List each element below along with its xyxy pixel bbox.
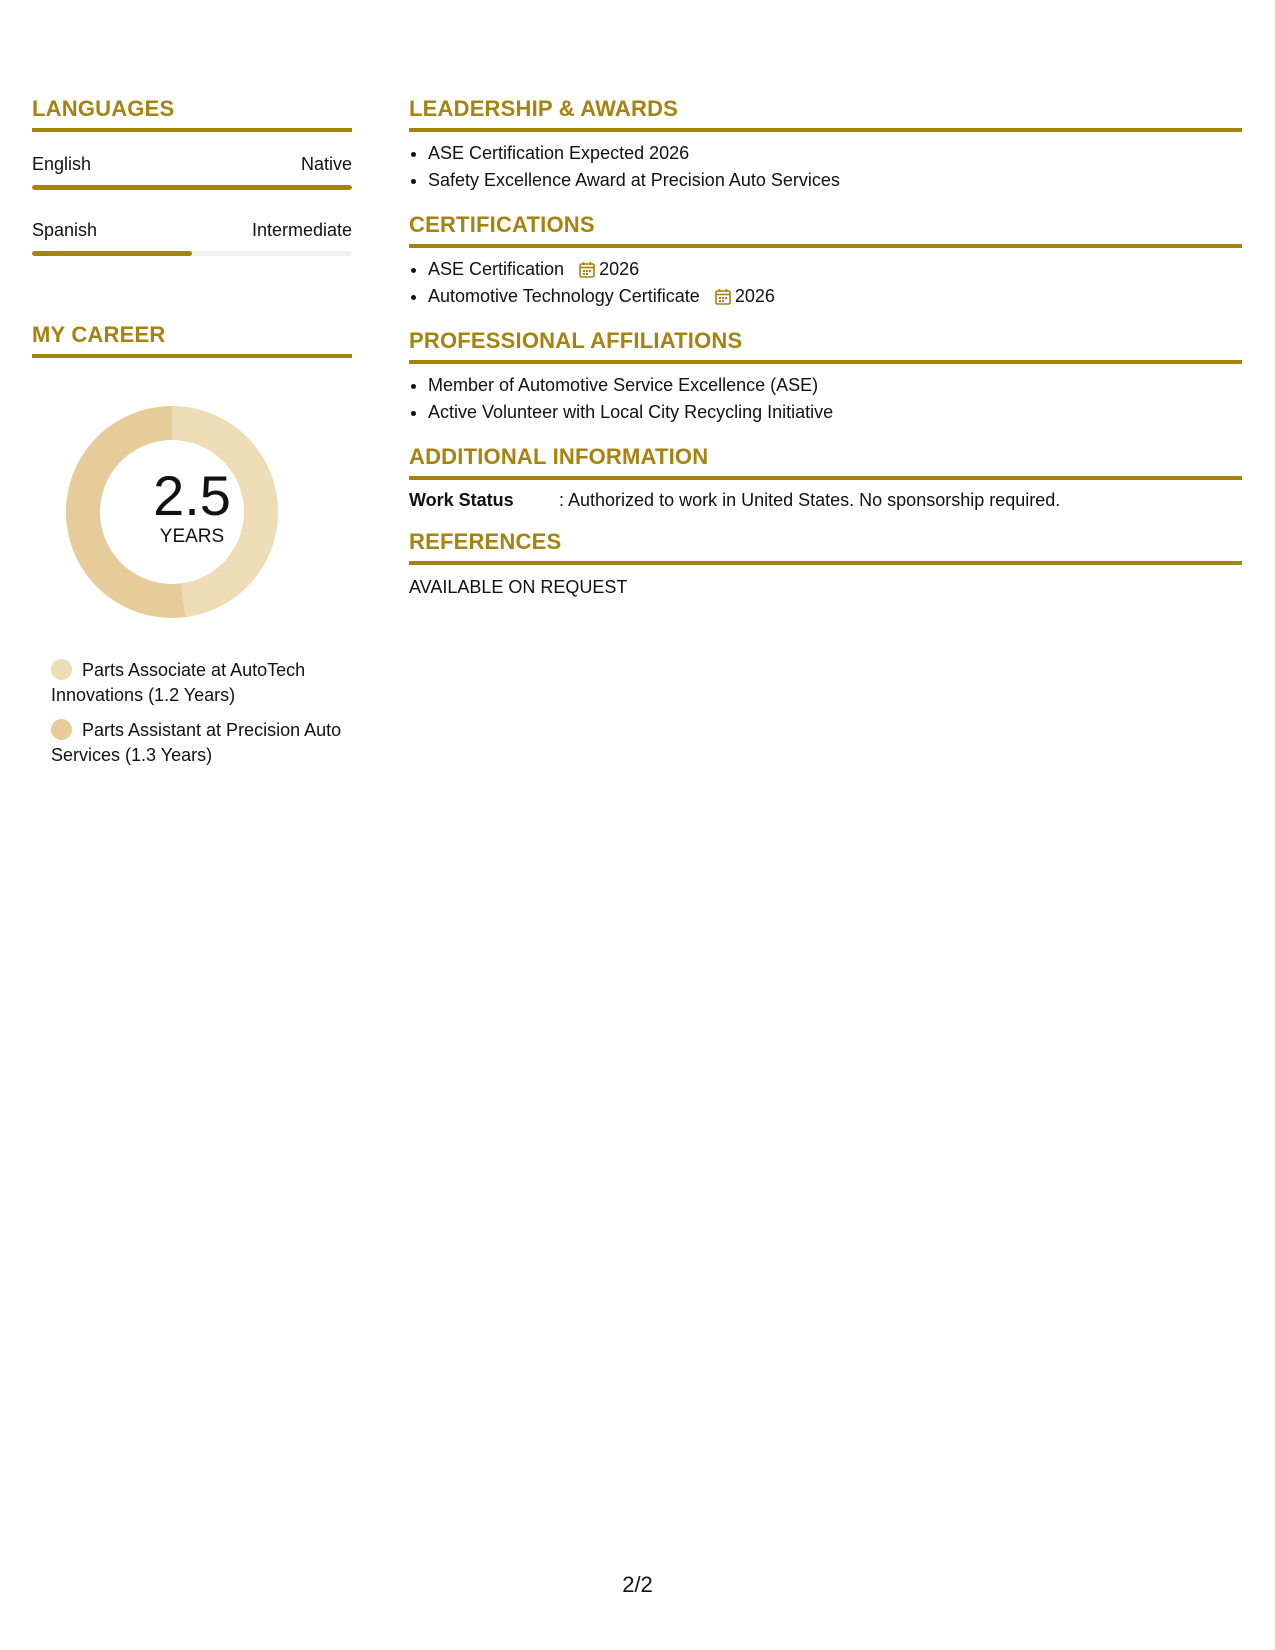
career-heading: MY CAREER xyxy=(32,322,352,358)
career-donut-chart xyxy=(32,396,352,628)
certification-item xyxy=(428,283,1242,310)
certification-item xyxy=(428,256,1242,283)
additional-info-section xyxy=(409,444,1242,511)
certification-year: 2026 xyxy=(599,259,640,279)
certification-year: 2026 xyxy=(734,286,775,306)
language-level: Intermediate xyxy=(251,220,352,240)
language-name: Spanish xyxy=(32,220,98,240)
leadership-section xyxy=(409,96,1242,194)
references-section xyxy=(409,529,1242,598)
language-proficiency-fill xyxy=(32,185,352,190)
work-status-value: : Authorized to work in United States. No sponsorship required. xyxy=(559,490,1061,510)
right-column xyxy=(409,96,1242,598)
certification-name: ASE Certification xyxy=(428,259,565,279)
list-item: • Safety Excellence Award at Precision Auto Services xyxy=(428,167,1242,194)
language-name: English xyxy=(32,154,92,174)
language-proficiency-bar xyxy=(32,251,352,256)
certifications-section xyxy=(409,212,1242,310)
certification-name: Automotive Technology Certificate xyxy=(428,286,700,306)
leadership-heading: LEADERSHIP & AWARDS xyxy=(409,96,1242,132)
language-item xyxy=(32,220,352,256)
certifications-heading: CERTIFICATIONS xyxy=(409,212,1242,248)
list-item: • Active Volunteer with Local City Recycling Initiative xyxy=(428,399,1242,426)
language-proficiency-fill xyxy=(32,251,192,256)
language-item xyxy=(32,154,352,190)
legend-dot xyxy=(51,659,72,680)
affiliations-section xyxy=(409,328,1242,426)
legend-item xyxy=(32,658,352,708)
calendar-icon xyxy=(715,288,731,305)
calendar-icon xyxy=(579,261,595,278)
legend-dot xyxy=(51,719,72,740)
career-total-value: 2.5 xyxy=(153,464,231,527)
languages-heading: LANGUAGES xyxy=(32,96,352,132)
language-level: Native xyxy=(300,154,352,174)
affiliations-heading: PROFESSIONAL AFFILIATIONS xyxy=(409,328,1242,364)
list-item: • ASE Certification Expected 2026 xyxy=(428,140,1242,167)
left-column xyxy=(32,96,352,778)
references-text: AVAILABLE ON REQUEST xyxy=(409,577,628,597)
language-proficiency-bar xyxy=(32,185,352,190)
career-total-unit: YEARS xyxy=(159,526,225,547)
work-status-row xyxy=(409,490,1242,511)
legend-label: Parts Assistant at Precision Auto Services (1.3 Years) xyxy=(51,720,342,765)
page-number: 2/2 xyxy=(622,1572,653,1597)
list-item: • Member of Automotive Service Excellence (ASE) xyxy=(428,372,1242,399)
additional-info-heading: ADDITIONAL INFORMATION xyxy=(409,444,1242,480)
career-legend xyxy=(32,658,352,768)
references-heading: REFERENCES xyxy=(409,529,1242,565)
legend-label: Parts Associate at AutoTech Innovations (1.2 Years) xyxy=(51,660,306,705)
work-status-label: Work Status xyxy=(409,490,514,510)
legend-item xyxy=(32,718,352,768)
